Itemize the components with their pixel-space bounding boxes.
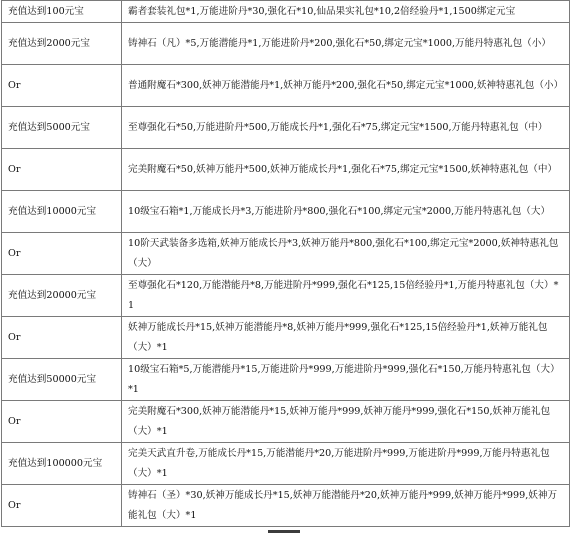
table-row [2, 275, 570, 317]
reward-cell: 完美附魔石*300,妖神万能潜能丹*15,妖神万能丹*999,妖神万能丹*999,强化石*150,妖神万能礼包（大）*1 [122, 401, 570, 443]
reward-cell: 普通附魔石*300,妖神万能潜能丹*1,妖神万能丹*200,强化石*50,绑定元宝*1000,妖神特惠礼包（小） [122, 65, 570, 107]
table-row [2, 233, 570, 275]
reward-cell: 10级宝石箱*1,万能成长丹*3,万能进阶丹*800,强化石*100,绑定元宝*2000,万能丹特惠礼包（大） [122, 191, 570, 233]
table-row [2, 191, 570, 233]
table-row [2, 317, 570, 359]
condition-cell: 充值达到100元宝 [2, 1, 122, 23]
recharge-reward-table [1, 0, 570, 527]
table-row [2, 359, 570, 401]
table-row [2, 1, 570, 23]
reward-cell: 完美附魔石*50,妖神万能丹*500,妖神万能成长丹*1,强化石*75,绑定元宝*1500,妖神特惠礼包（中） [122, 149, 570, 191]
condition-cell: Or [2, 317, 122, 359]
table-row [2, 65, 570, 107]
table-row [2, 485, 570, 527]
reward-cell: 霸者套装礼包*1,万能进阶丹*30,强化石*10,仙品果实礼包*10,2倍经验丹*1,1500绑定元宝 [122, 1, 570, 23]
reward-cell: 10阶天武装备多选箱,妖神万能成长丹*3,妖神万能丹*800,强化石*100,绑定元宝*2000,妖神特惠礼包（大） [122, 233, 570, 275]
table-row [2, 107, 570, 149]
condition-cell: 充值达到50000元宝 [2, 359, 122, 401]
table-row [2, 401, 570, 443]
condition-cell: 充值达到20000元宝 [2, 275, 122, 317]
reward-cell: 完美天武直升卷,万能成长丹*15,万能潜能丹*20,万能进阶丹*999,万能进阶丹*999,万能丹特惠礼包（大）*1 [122, 443, 570, 485]
table-row [2, 149, 570, 191]
reward-cell: 10级宝石箱*5,万能潜能丹*15,万能进阶丹*999,万能进阶丹*999,强化石*150,万能丹特惠礼包（大）*1 [122, 359, 570, 401]
condition-cell: Or [2, 149, 122, 191]
condition-cell: Or [2, 233, 122, 275]
condition-cell: Or [2, 485, 122, 527]
condition-cell: 充值达到2000元宝 [2, 23, 122, 65]
condition-cell: Or [2, 65, 122, 107]
page-scroll-indicator[interactable] [268, 530, 300, 533]
table-row [2, 23, 570, 65]
reward-cell: 妖神万能成长丹*15,妖神万能潜能丹*8,妖神万能丹*999,强化石*125,15倍经验丹*1,妖神万能礼包（大）*1 [122, 317, 570, 359]
reward-cell: 铸神石（圣）*30,妖神万能成长丹*15,妖神万能潜能丹*20,妖神万能丹*999,妖神万能丹*999,妖神万能礼包（大）*1 [122, 485, 570, 527]
reward-cell: 至尊强化石*50,万能进阶丹*500,万能成长丹*1,强化石*75,绑定元宝*1500,万能丹特惠礼包（中） [122, 107, 570, 149]
table-row [2, 443, 570, 485]
condition-cell: 充值达到10000元宝 [2, 191, 122, 233]
condition-cell: 充值达到5000元宝 [2, 107, 122, 149]
reward-cell: 铸神石（凡）*5,万能潜能丹*1,万能进阶丹*200,强化石*50,绑定元宝*1000,万能丹特惠礼包（小） [122, 23, 570, 65]
condition-cell: 充值达到100000元宝 [2, 443, 122, 485]
condition-cell: Or [2, 401, 122, 443]
reward-cell: 至尊强化石*120,万能潜能丹*8,万能进阶丹*999,强化石*125,15倍经验丹*1,万能丹特惠礼包（大）*1 [122, 275, 570, 317]
